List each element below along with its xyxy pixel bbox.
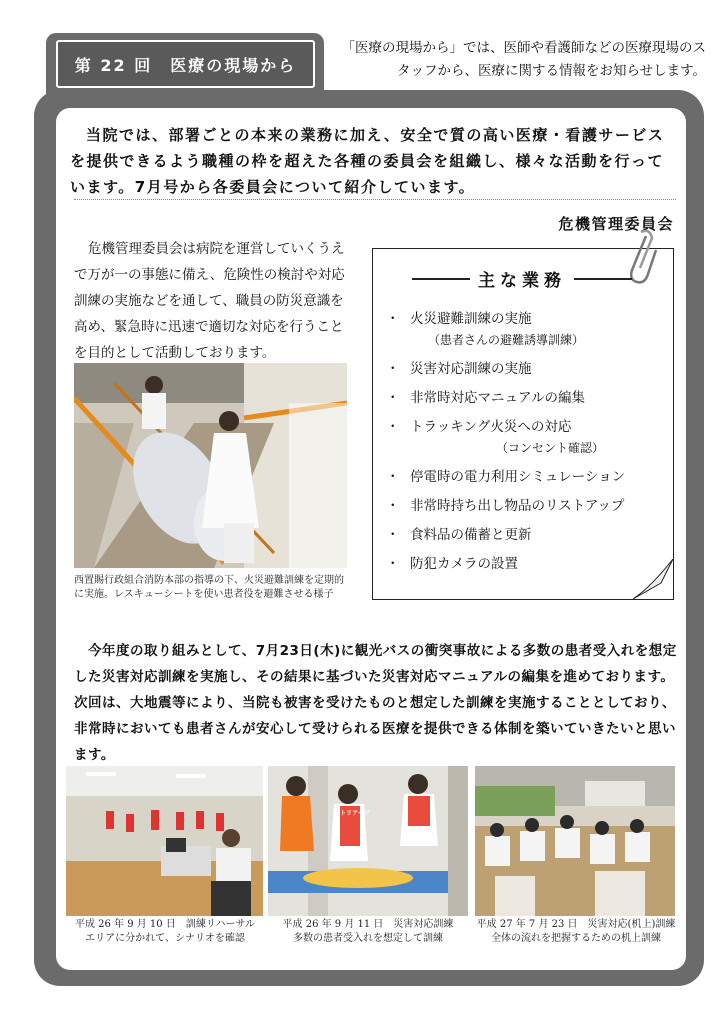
caption-detail: 多数の患者受入れを想定して訓練 (293, 933, 443, 944)
bullet: ・ (386, 556, 400, 572)
page-title: 第 22 回 医療の現場から (56, 40, 315, 88)
task-subtext: （患者さんの避難誘導訓練） (428, 333, 585, 347)
task-subtext: （コンセント確認） (496, 441, 605, 455)
list-item (384, 526, 674, 544)
title-rule-right (574, 278, 632, 280)
bullet: ・ (386, 469, 400, 485)
activity-paragraph: 今年度の取り組みとして、7月23日(木)に観光バスの衝突事故による多数の患者受入れを想定した災害対応訓練を実施し、その結果に基づいた災害対応マニュアルの編集を進めております。次回は、大地震等により、当院も被害を受けたものと想定した訓練を実施することとしており、非常時においても患者さんが安心して受けられる医療を提供できる体制を築いていきたいと思います。 (74, 643, 677, 763)
list-item (384, 389, 674, 407)
caption-disaster-drill (262, 918, 474, 946)
bullet: ・ (386, 498, 400, 514)
intro-text: 当院では、部署ごとの本来の業務に加え、安全で質の高い医療・看護サービスを提供できるよう職種の枠を超えた各種の委員会を組織し、様々な活動を行っています。7月号から各委員会について紹介しています。 (70, 126, 665, 196)
caption-rehearsal (60, 918, 270, 946)
list-item (384, 360, 674, 378)
photo-evacuation-drill (74, 363, 347, 568)
list-item (384, 497, 674, 515)
task-text: 非常時対応マニュアルの編集 (410, 390, 585, 406)
photo-tabletop-drill (475, 766, 675, 916)
caption-date: 平成 26 年 9 月 11 日 災害対応訓練 (282, 919, 454, 930)
tasks-list (384, 310, 674, 584)
task-text: 災害対応訓練の実施 (410, 361, 532, 377)
bullet: ・ (386, 361, 400, 377)
photo-rehearsal (66, 766, 263, 916)
task-text: トラッキング火災への対応 (410, 419, 572, 435)
caption-date: 平成 26 年 9 月 10 日 訓練リハーサル (74, 919, 256, 930)
header-description: 「医療の現場から」では、医師や看護師などの医療現場のスタッフから、医療に関する情報をお知らせします。 (341, 40, 706, 79)
photo-disaster-drill (268, 766, 468, 916)
committee-heading: 危機管理委員会 (558, 215, 674, 233)
task-text: 非常時持ち出し物品のリストアップ (410, 498, 625, 514)
bullet: ・ (386, 390, 400, 406)
caption-date: 平成 27 年 7 月 23 日 災害対応(机上)訓練 (476, 919, 676, 930)
list-item (384, 418, 674, 457)
caption-detail: 全体の流れを把握するための机上訓練 (491, 933, 661, 944)
title-rule-left (412, 278, 470, 280)
bullet: ・ (386, 419, 400, 435)
task-text: 停電時の電力利用シミュレーション (410, 469, 626, 485)
tasks-title-text: 主な業務 (478, 271, 566, 291)
committee-description: 危機管理委員会は病院を運営していくうえで万が一の事態に備え、危険性の検討や対応訓練の実施などを通して、職員の防災意識を高め、緊急時に迅速で適切な対応を行うことを目的として活動しております。 (74, 241, 345, 361)
bullet: ・ (386, 527, 400, 543)
list-item (384, 310, 674, 349)
list-item (384, 468, 674, 486)
list-item (384, 555, 674, 573)
task-text: 防犯カメラの設置 (410, 556, 518, 572)
task-text: 火災避難訓練の実施 (410, 311, 532, 327)
bullet: ・ (386, 311, 400, 327)
tasks-title (412, 266, 632, 291)
caption-tabletop-drill (469, 918, 683, 946)
photo-caption: 西置賜行政組合消防本部の指導の下、火災避難訓練を定期的に実施。レスキューシートを使い患者役を避難させる様子 (74, 575, 344, 600)
caption-detail: エリアに分かれて、シナリオを確認 (85, 933, 245, 944)
task-text: 食料品の備蓄と更新 (410, 527, 532, 543)
vest-label: トリアージ (340, 810, 370, 817)
divider (74, 199, 676, 200)
